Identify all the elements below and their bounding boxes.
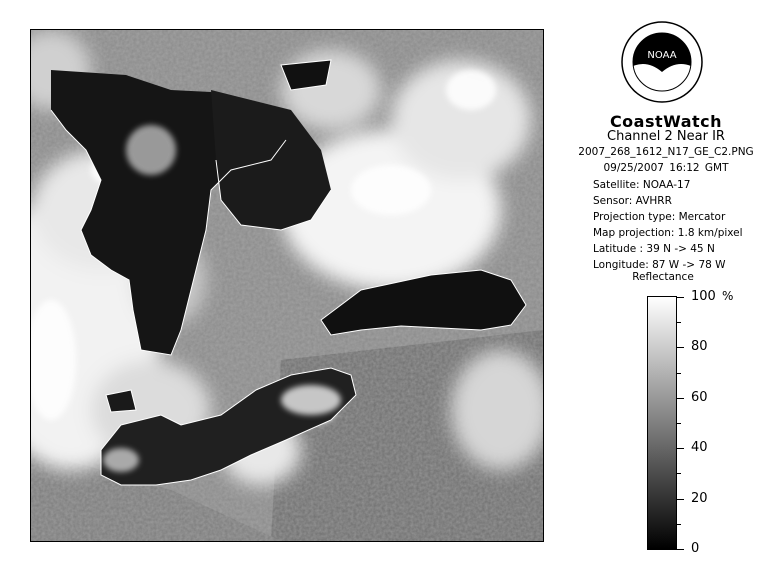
colorbar-tick-label: 40 — [691, 440, 708, 456]
colorbar-tick-mark — [677, 448, 684, 449]
colorbar-tick-mark — [677, 499, 684, 500]
colorbar-ticks — [677, 289, 757, 556]
meta-longitude: Longitude: 87 W -> 78 W — [593, 259, 726, 271]
meta-map-projection: Map projection: 1.8 km/pixel — [593, 227, 743, 239]
meta-sensor: Sensor: AVHRR — [593, 195, 672, 207]
noaa-logo — [620, 20, 704, 104]
colorbar-tick-mark — [677, 549, 684, 550]
product-title: CoastWatch — [609, 112, 723, 131]
meta-projection-type: Projection type: Mercator — [593, 211, 726, 223]
channel-subtitle: Channel 2 Near IR — [607, 129, 725, 144]
colorbar-tick-mark — [677, 297, 684, 298]
meta-latitude: Latitude : 39 N -> 45 N — [593, 243, 715, 255]
colorbar-tick-label: 20 — [691, 490, 708, 506]
colorbar-tick-label: 100 — [691, 289, 716, 304]
file-name: 2007_268_1612_N17_GE_C2.PNG — [578, 146, 754, 158]
satellite-image — [30, 29, 544, 542]
colorbar — [647, 296, 677, 550]
colorbar-title: Reflectance — [632, 271, 694, 283]
colorbar-tick-label: 0 — [691, 541, 700, 556]
colorbar-tick-label: 60 — [691, 389, 708, 405]
colorbar-tick-mark — [677, 347, 684, 348]
logo-text: NOAA — [647, 50, 677, 61]
colorbar-tick-label: 80 — [691, 339, 708, 355]
colorbar-tick-mark — [677, 398, 684, 399]
noaa-seal-icon — [620, 20, 704, 104]
date-time: 09/25/2007 16:12 GMT — [603, 162, 729, 174]
meta-satellite: Satellite: NOAA-17 — [593, 179, 691, 191]
colorbar-unit: % — [722, 289, 734, 303]
